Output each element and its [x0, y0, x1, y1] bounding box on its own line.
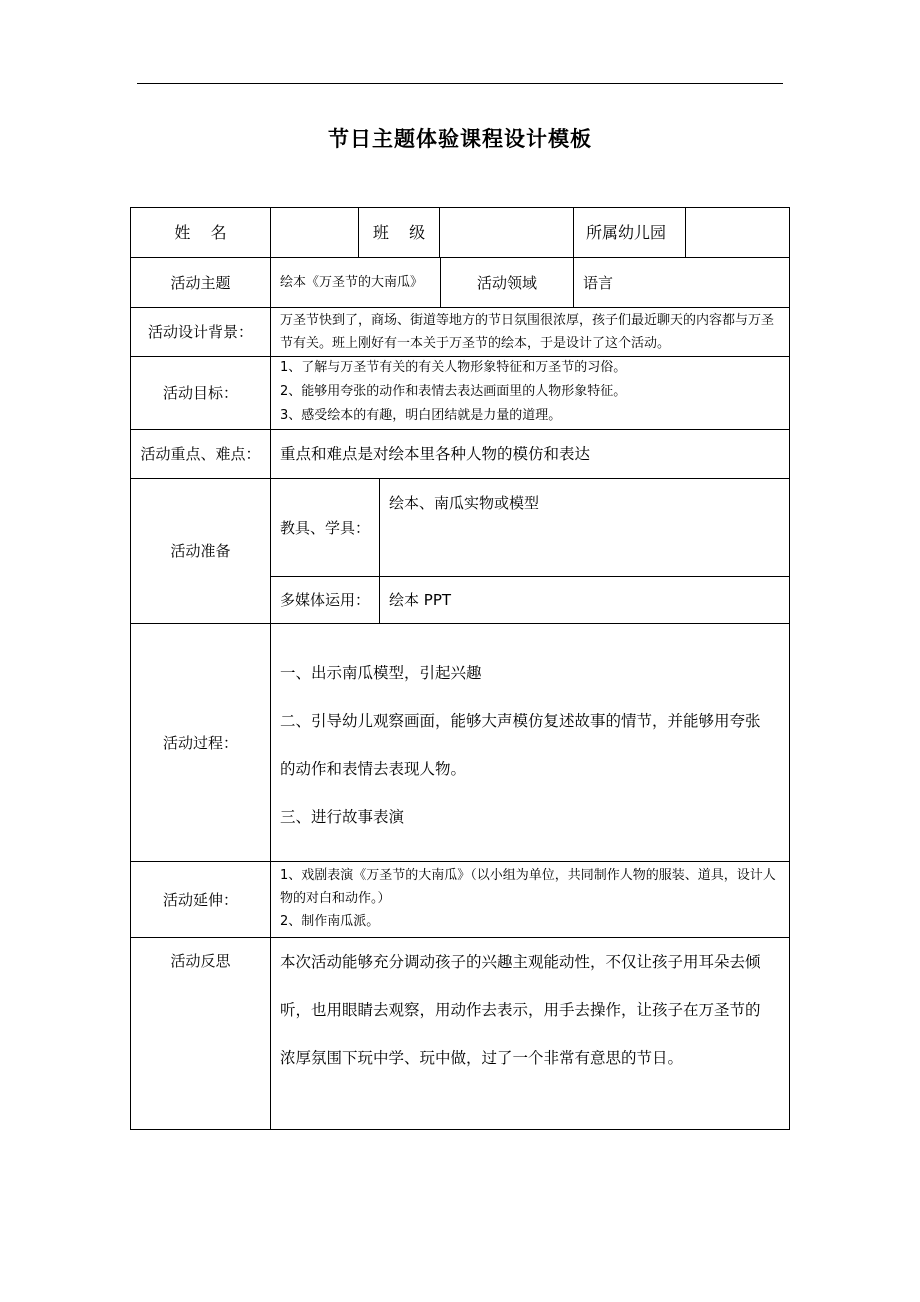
kindergarten-field[interactable] [686, 208, 789, 257]
background-text: 万圣节快到了，商场、街道等地方的节日氛围很浓厚，孩子们最近聊天的内容都与万圣节有关。班上刚好有一本关于万圣节的绘本，于是设计了这个活动。 [280, 313, 775, 351]
document-title: 节日主题体验课程设计模板 [328, 127, 592, 151]
key-points-text: 重点和难点是对绘本里各种人物的模仿和表达 [280, 445, 591, 463]
header-rule [137, 83, 783, 84]
process-line: 一、出示南瓜模型，引起兴趣 [280, 664, 482, 682]
extension-list [271, 864, 789, 937]
domain-label: 活动领域 [476, 273, 537, 292]
process-steps [271, 649, 789, 839]
goal-item: 3、感受绘本的有趣，明白团结就是力量的道理。 [280, 408, 562, 423]
reflection-line: 本次活动能够充分调动孩子的兴趣主观能动性，不仅让孩子用耳朵去倾 [280, 953, 761, 971]
tools-label: 教具、学具： [280, 518, 371, 537]
kindergarten-label: 所属幼儿园 [586, 222, 667, 242]
media-value: 绘本 PPT [389, 591, 452, 609]
table-border-right [789, 207, 790, 1129]
domain-value: 语言 [583, 273, 614, 292]
goals-list [271, 356, 789, 429]
goal-item: 1、了解与万圣节有关的有关人物形象特征和万圣节的习俗。 [280, 360, 627, 375]
process-line: 三、进行故事表演 [280, 808, 405, 826]
extension-item: 2、制作南瓜派。 [280, 914, 380, 929]
class-field[interactable] [440, 208, 573, 257]
reflection-line: 听，也用眼睛去观察，用动作去表示，用手去操作，让孩子在万圣节的 [280, 1001, 761, 1019]
process-label: 活动过程： [162, 733, 238, 752]
class-label: 班 级 [372, 222, 426, 242]
key-points-label: 活动重点、难点： [140, 445, 261, 463]
background-label: 活动设计背景： [147, 323, 253, 341]
process-line: 的动作和表情去表现人物。 [280, 760, 467, 778]
tools-value: 绘本、南瓜实物或模型 [389, 494, 540, 512]
reflection-text [271, 938, 789, 1129]
theme-label: 活动主题 [170, 273, 231, 292]
process-line: 二、引导幼儿观察画面，能够大声模仿复述故事的情节，并能够用夸张 [280, 712, 761, 730]
table-border-bottom [130, 1129, 790, 1130]
goal-item: 2、能够用夸张的动作和表情去表达画面里的人物形象特征。 [280, 384, 627, 399]
media-label: 多媒体运用： [280, 591, 371, 609]
extension-label: 活动延伸： [162, 890, 238, 909]
name-field[interactable] [271, 208, 358, 257]
name-label: 姓 名 [174, 222, 227, 242]
extension-item: 1、戏剧表演《万圣节的大南瓜》（以小组为单位，共同制作人物的服装、道具，设计人物的对白和动作。） [280, 868, 776, 906]
preparation-label: 活动准备 [170, 542, 231, 560]
theme-value: 绘本《万圣节的大南瓜》 [280, 274, 424, 290]
reflection-line: 浓厚氛围下玩中学、玩中做，过了一个非常有意思的节日。 [280, 1049, 684, 1067]
reflection-label: 活动反思 [170, 952, 231, 970]
goals-label: 活动目标： [162, 384, 238, 402]
